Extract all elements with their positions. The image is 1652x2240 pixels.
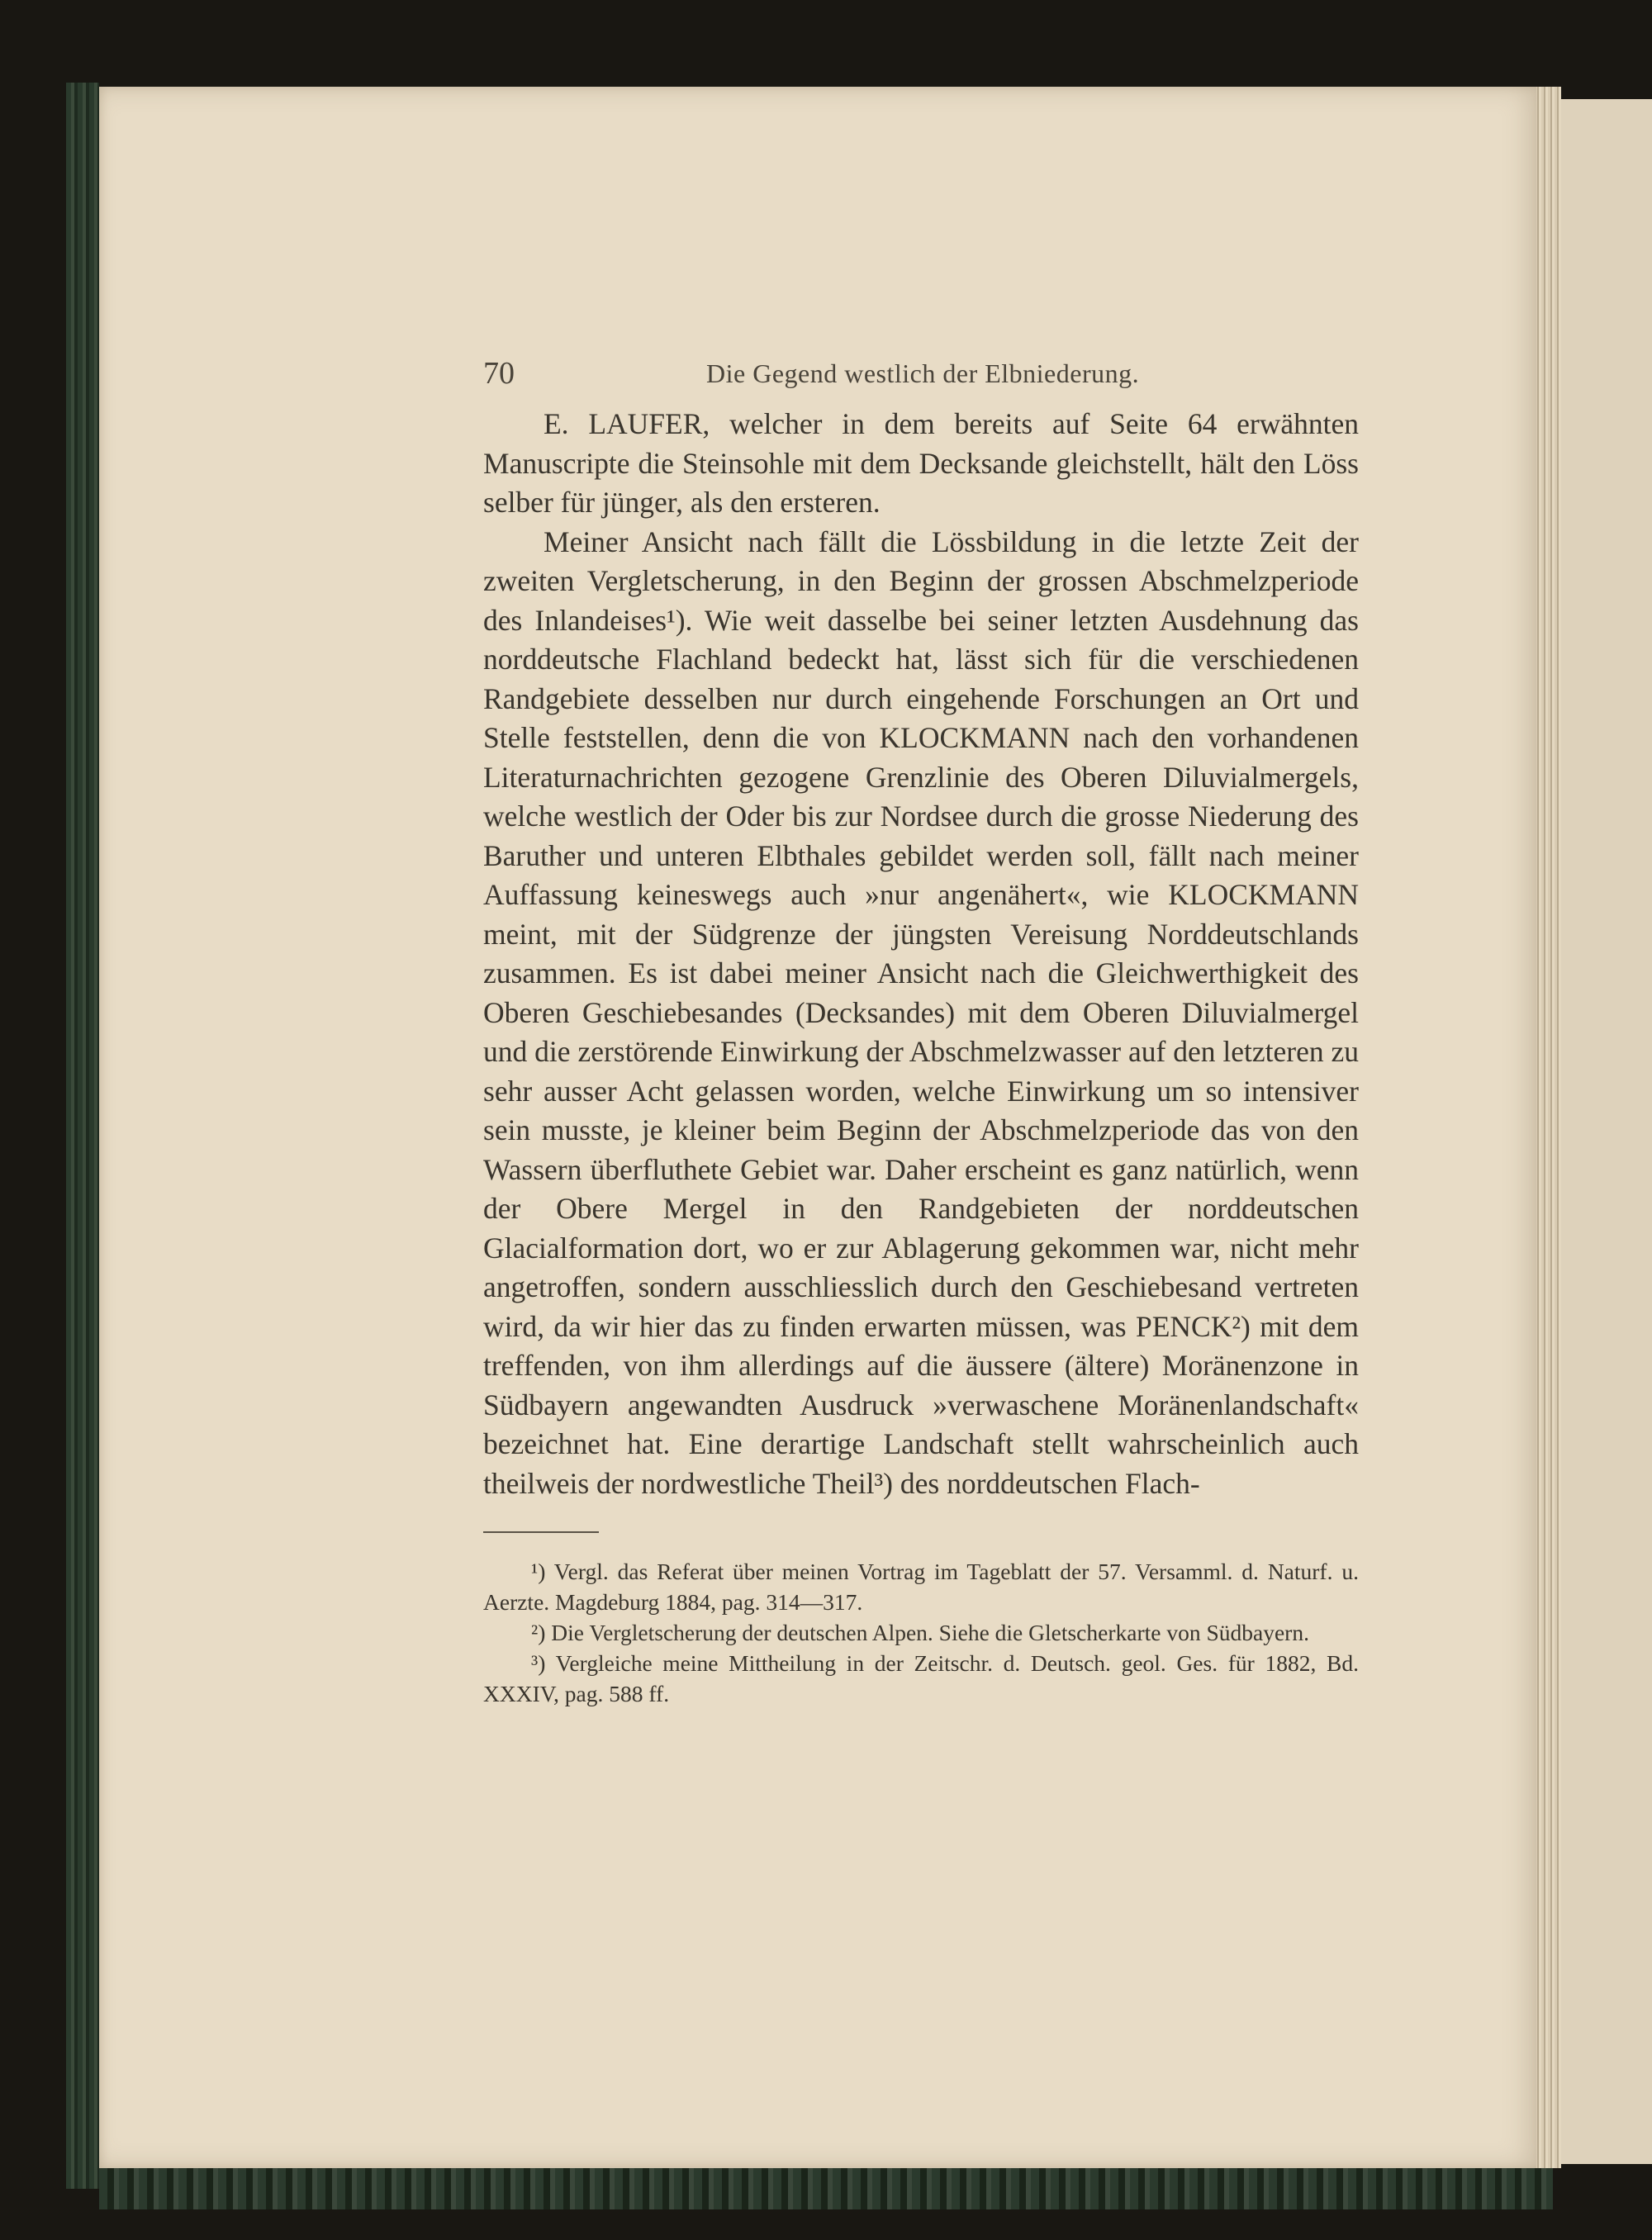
footnote-separator: [483, 1531, 599, 1533]
running-head: [483, 355, 1359, 405]
book-cover-edge-bottom: [99, 2168, 1553, 2209]
facing-page-edge: [1561, 99, 1652, 2164]
book-cover-edge-left: [66, 83, 99, 2189]
page-stack-edge: [1535, 87, 1561, 2168]
page-text-block: [483, 355, 1359, 1709]
running-title: Die Gegend westlich der Elbniederung.: [706, 358, 1140, 388]
footnote-1: ¹) Vergl. das Referat über meinen Vortrag im Tageblatt der 57. Versamml. d. Naturf. u. Aerzte. Magdeburg 1884, pag. 314—317.: [483, 1559, 1359, 1615]
paragraph-2: Meiner Ansicht nach fällt die Lössbildung in die letzte Zeit der zweiten Vergletscherung, in den Beginn der grossen Abschmelzperiode des Inlandeises¹). Wie weit dasselbe bei seiner letzten Ausdehnung das norddeutsche Flachland bedeckt hat, lässt sich für die verschiedenen Randgebiete desselben nur durch eingehende Forschungen an Ort und Stelle feststellen, denn die von KLOCKMANN nach den vorhandenen Literaturnachrichten gezogene Grenzlinie des Oberen Diluvialmergels, welche westlich der Oder bis zur Nordsee durch die grosse Niederung des Baruther und unteren Elbthales gebildet werden soll, fällt nach meiner Auffassung keineswegs auch »nur angenähert«, wie KLOCKMANN meint, mit der Südgrenze der jüngsten Vereisung Norddeutschlands zusammen. Es ist dabei meiner Ansicht nach die Gleichwerthigkeit des Oberen Geschiebesandes (Decksandes) mit dem Oberen Diluvialmergel und die zerstörende Einwirkung der Abschmelzwasser auf den letzteren zu sehr ausser Acht gelassen worden, welche Einwirkung um so intensiver sein musste, je kleiner beim Beginn der Abschmelzperiode das von den Wassern überfluthete Gebiet war. Daher erscheint es ganz natürlich, wenn der Obere Mergel in den Randgebieten der norddeutschen Glacialformation dort, wo er zur Ablagerung gekommen war, nicht mehr angetroffen, sondern ausschliesslich durch den Geschiebesand vertreten wird, da wir hier das zu finden erwarten müssen, was PENCK²) mit dem treffenden, von ihm allerdings auf die äussere (ältere) Moränenzone in Südbayern angewandten Ausdruck »verwaschene Moränenlandschaft« bezeichnet hat. Eine derartige Landschaft stellt wahrscheinlich auch theilweis der nordwestliche Theil³) des norddeutschen Flach-: [483, 524, 1359, 1500]
paragraph-1: E. LAUFER, welcher in dem bereits auf Seite 64 erwähnten Manuscripte die Steinsohle mit dem Decksande gleichstellt, hält den Löss selber für jünger, als den ersteren.: [483, 407, 1359, 519]
page-number: 70: [483, 356, 515, 391]
footnote-3: ³) Vergleiche meine Mittheilung in der Zeitschr. d. Deutsch. geol. Ges. für 1882, Bd. XXXIV, pag. 588 ff.: [483, 1650, 1359, 1706]
footnote-2: ²) Die Vergletscherung der deutschen Alpen. Siehe die Gletscherkarte von Südbayern.: [531, 1620, 1309, 1645]
